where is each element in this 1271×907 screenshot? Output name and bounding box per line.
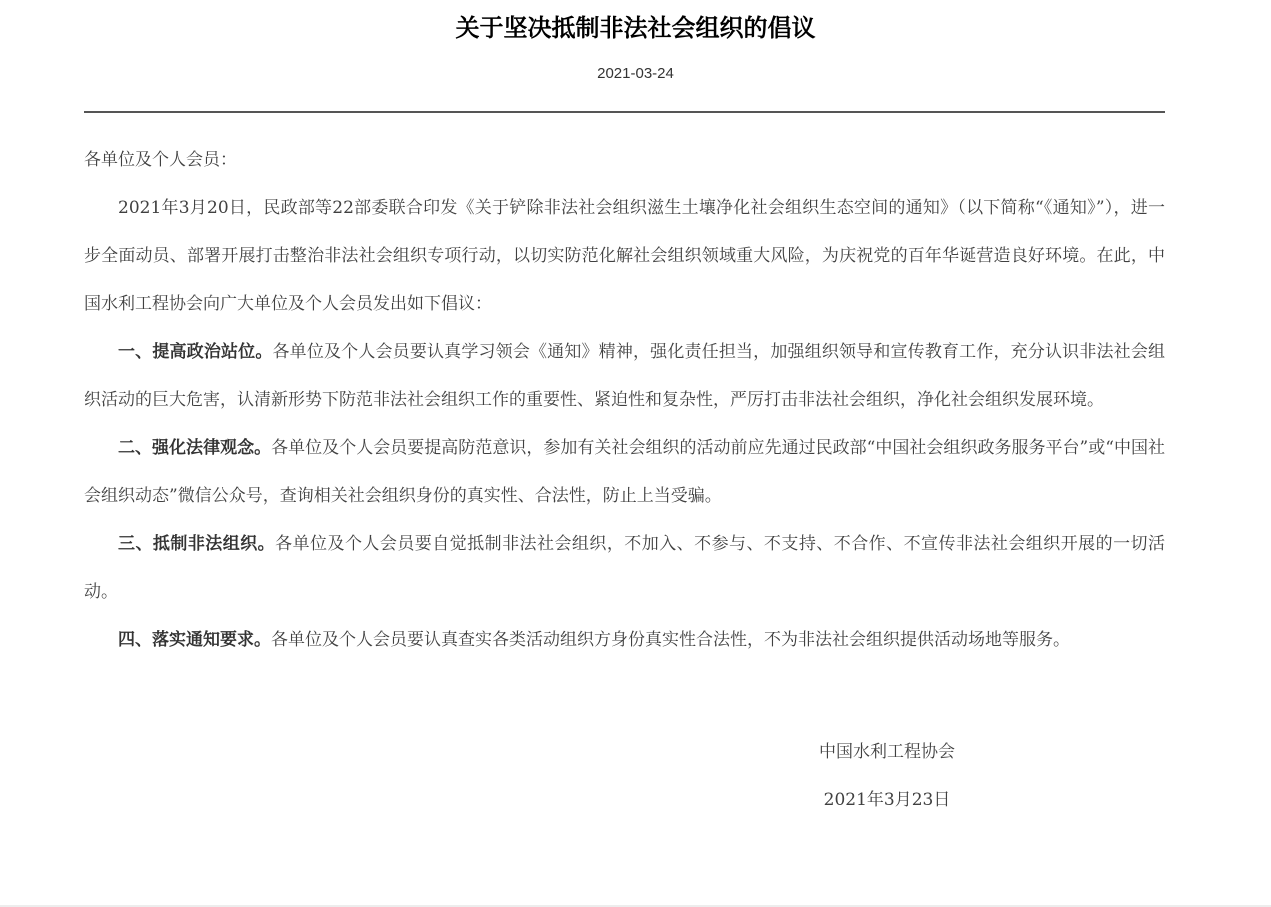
paragraph-lead: 二、强化法律观念。	[118, 438, 272, 458]
paragraph-text: 2021年3月20日，民政部等22部委联合印发《关于铲除非法社会组织滋生土壤净化社会组织生态空间的通知》（以下简称“《通知》”），进一步全面动员、部署开展打击整治非法社会组织专项行动，以切实防范化解社会组织领域重大风险，为庆祝党的百年华诞营造良好环境。在此，中国水利工程协会向广大单位及个人会员发出如下倡议：	[84, 198, 1165, 314]
paragraph-text: 各单位及个人会员要认真学习领会《通知》精神，强化责任担当，加强组织领导和宣传教育工作，充分认识非法社会组织活动的巨大危害，认清新形势下防范非法社会组织工作的重要性、紧迫性和复杂性，严厉打击非法社会组织，净化社会组织发展环境。	[84, 342, 1165, 410]
salutation: 各单位及个人会员：	[84, 150, 237, 170]
signature-block	[757, 728, 1017, 824]
paragraph-text: 各单位及个人会员要提高防范意识，参加有关社会组织的活动前应先通过民政部“中国社会组织政务服务平台”或“中国社会组织动态”微信公众号，查询相关社会组织身份的真实性、合法性，防止上当受骗。	[84, 438, 1165, 506]
page-title: 关于坚决抵制非法社会组织的倡议	[455, 15, 816, 42]
paragraph-item-1	[84, 328, 1165, 424]
paragraph-text: 各单位及个人会员要自觉抵制非法社会组织，不加入、不参与、不支持、不合作、不宣传非法社会组织开展的一切活动。	[84, 534, 1166, 602]
signature-org: 中国水利工程协会	[819, 742, 955, 762]
paragraph-item-2	[84, 424, 1165, 520]
title-divider	[84, 111, 1165, 113]
paragraph-item-4	[84, 616, 1165, 664]
paragraph-intro	[84, 184, 1165, 328]
paragraph-text: 各单位及个人会员要认真查实各类活动组织方身份真实性合法性，不为非法社会组织提供活动场地等服务。	[271, 630, 1070, 650]
paragraph-lead: 四、落实通知要求。	[118, 630, 271, 650]
publish-date: 2021-03-24	[597, 65, 674, 82]
paragraph-lead: 三、抵制非法组织。	[118, 534, 276, 554]
paragraph-item-3	[84, 520, 1165, 616]
paragraph-lead: 一、提高政治站位。	[118, 342, 273, 362]
signature-date: 2021年3月23日	[823, 790, 951, 810]
document-body	[84, 136, 1165, 824]
